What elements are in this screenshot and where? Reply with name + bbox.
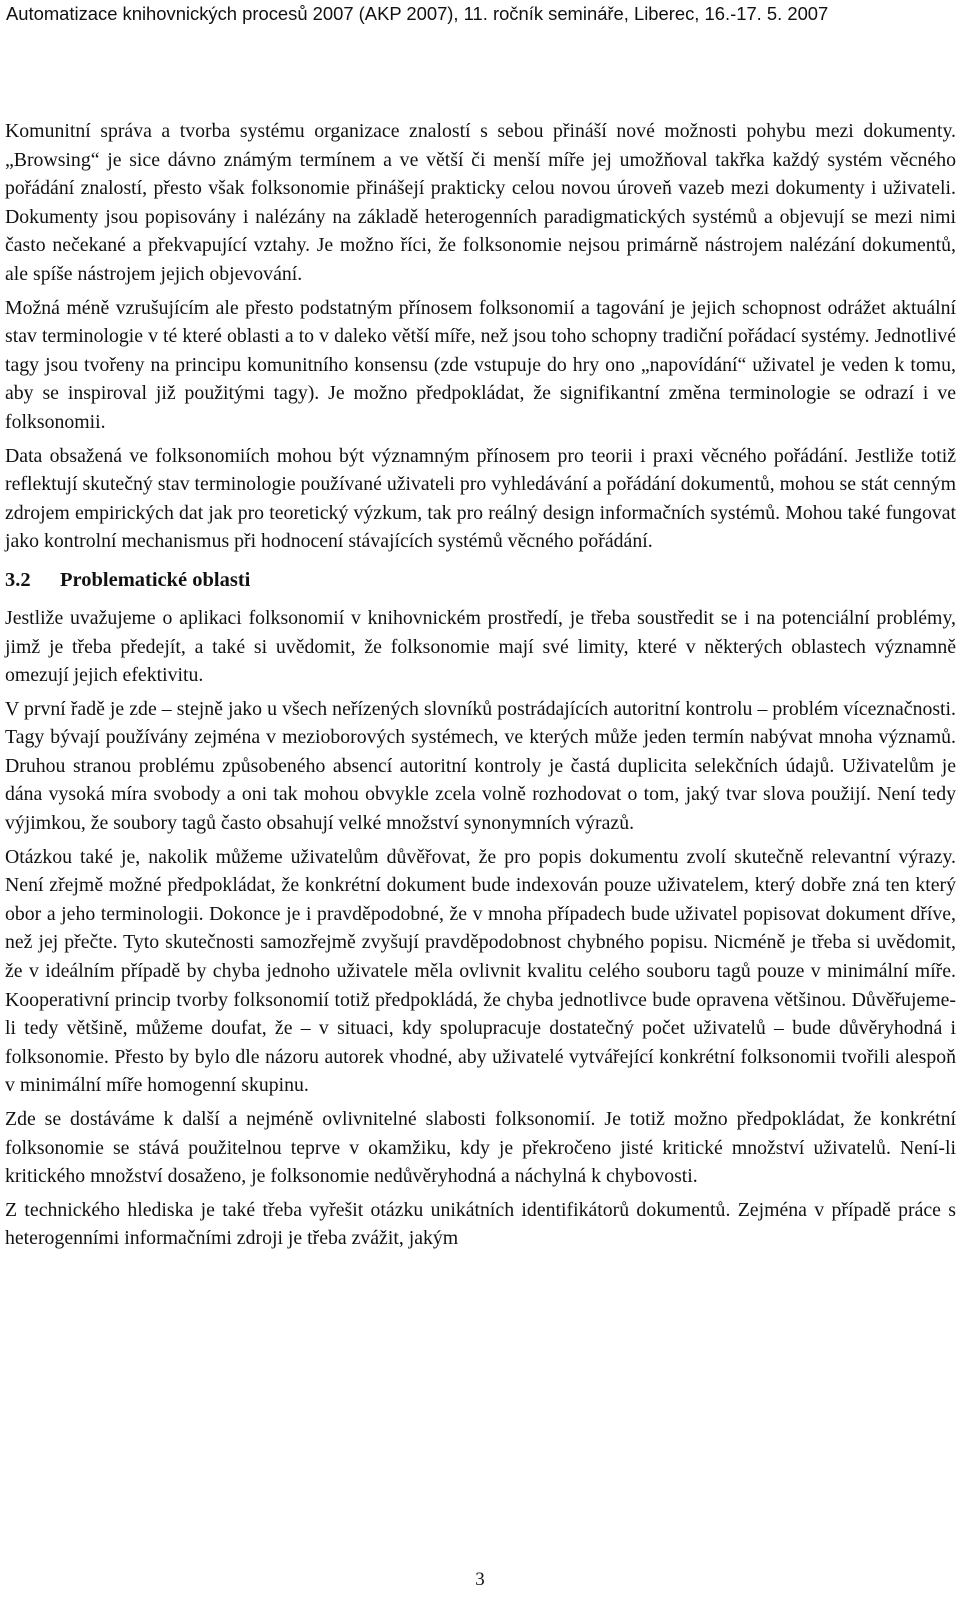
paragraph: V první řadě je zde – stejně jako u všech neřízených slovníků postrádajících autoritní kontrolu – problém víceznačnosti. Tagy bývají používány zejména v mezioborových systémech, ve kterých může jeden termín nabývat mnoha významů. Druhou stranou problému způsobeného absencí autoritní kontroly je častá duplicita selekčních údajů. Uživatelům je dána vysoká míra svobody a oni tak mohou obvykle zcela volně rozhodovat o tom, jaký tvar slova použijí. Není tedy výjimkou, že soubory tagů často obsahují velké množství synonymních výrazů. xyxy=(5,697,956,835)
paragraph: Jestliže uvažujeme o aplikaci folksonomií v knihovnickém prostředí, je třeba soustředit se i na potenciální problémy, jimž je třeba předejít, a také si uvědomit, že folksonomie mají své limity, které v některých oblastech významně omezují jejich efektivitu. xyxy=(5,606,956,687)
paragraph: Možná méně vzrušujícím ale přesto podstatným přínosem folksonomií a tagování je jejich schopnost odrážet aktuální stav terminologie v té které oblasti a to v daleko větší míře, než jsou toho schopny tradiční pořádací systémy. Jednotlivé tagy jsou tvořeny na principu komunitního konsensu (zde vstupuje do hry ono „napovídání“ uživatel je veden k tomu, aby se inspiroval již použitými tagy). Je možno předpokládat, že signifikantní změna terminologie se odrazí i ve folksonomii. xyxy=(5,296,956,433)
paragraph: Komunitní správa a tvorba systému organizace znalostí s sebou přináší nové možnosti pohybu mezi dokumenty. „Browsing“ je sice dávno známým termínem a ve větší či menší míře jej umožňoval takřka každý systém věcného pořádání znalostí, přesto však folksonomie přinášejí prakticky celou novou úroveň vazeb mezi dokumenty i uživateli. Dokumenty jsou popisovány i nalézány na základě heterogenních paradigmatických systémů a objevují se mezi nimi často nečekané a překvapující vztahy. Je možno říci, že folksonomie nejsou primárně nástrojem nalézání dokumentů, ale spíše nástrojem jejich objevování. xyxy=(5,120,956,285)
paragraph: Zde se dostáváme k další a nejméně ovlivnitelné slabosti folksonomií. Je totiž možno předpokládat, že konkrétní folksonomie se stává použitelnou teprve v okamžiku, kdy je překročeno jisté kritické množství uživatelů. Není-li kritického množství dosaženo, je folksonomie nedůvěryhodná a náchylná k chybovosti. xyxy=(5,1108,956,1188)
section-number: 3.2 xyxy=(5,568,31,591)
running-header: Automatizace knihovnických procesů 2007 (AKP 2007), 11. ročník semináře, Liberec, 16.-17. 5. 2007 xyxy=(6,3,829,24)
document-body xyxy=(5,117,956,1258)
page-number: 3 xyxy=(475,1569,485,1590)
paragraph: Z technického hlediska je také třeba vyřešit otázku unikátních identifikátorů dokumentů. Zejména v případě práce s heterogenními informačními zdroji je třeba zvážit, jakým xyxy=(5,1198,956,1250)
section-title: Problematické oblasti xyxy=(60,568,251,591)
paragraph: Data obsažená ve folksonomiích mohou být významným přínosem pro teorii i praxi věcného pořádání. Jestliže totiž reflektují skutečný stav terminologie používané uživateli pro vyhledávání a pořádání dokumentů, mohou se stát cenným zdrojem empirických dat jak pro teoretický výzkum, tak pro reálný design informačních systémů. Mohou také fungovat jako kontrolní mechanismus při hodnocení stávajících systémů věcného pořádání. xyxy=(5,444,956,553)
section-heading xyxy=(5,566,956,594)
paragraph: Otázkou také je, nakolik můžeme uživatelům důvěřovat, že pro popis dokumentu zvolí skutečně relevantní výrazy. Není zřejmě možné předpokládat, že konkrétní dokument bude indexován pouze uživatelem, který dobře zná ten který obor a jeho terminologii. Dokonce je i pravděpodobné, že v mnoha případech bude uživatel popisovat dokument dříve, než jej přečte. Tyto skutečnosti samozřejmě zvyšují pravděpodobnost chybného popisu. Nicméně je třeba si uvědomit, že v ideálním případě by chyba jednoho uživatele měla ovlivnit kvalitu celého souboru tagů pouze v minimální míře. Kooperativní princip tvorby folksonomií totiž předpokládá, že chyba jednotlivce bude opravena většinou. Důvěřujeme-li tedy většině, můžeme doufat, že – v situaci, kdy spolupracuje dostatečný počet uživatelů – bude důvěryhodná i folksonomie. Přesto by bylo dle názoru autorek vhodné, aby uživatelé vytvářející konkrétní folksonomii tvořili alespoň v minimální míře homogenní skupinu. xyxy=(5,845,956,1097)
